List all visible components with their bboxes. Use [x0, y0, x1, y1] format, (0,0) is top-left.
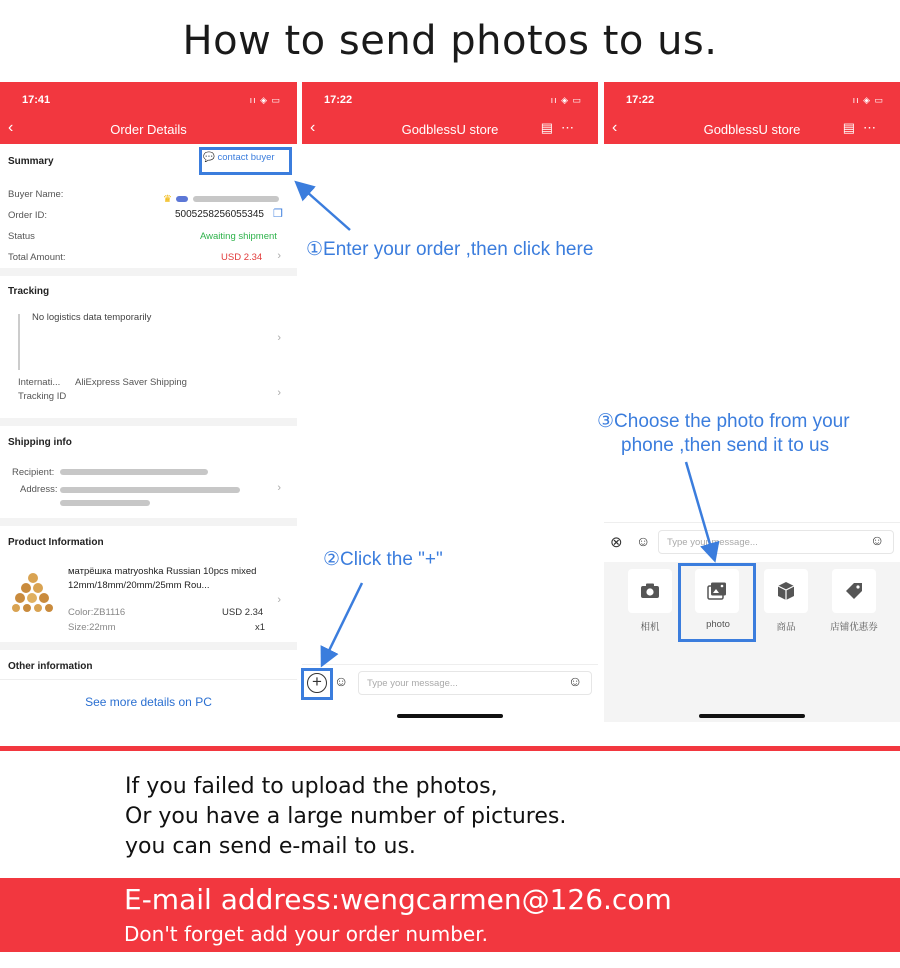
- message-input[interactable]: Type your message...: [658, 530, 894, 554]
- product-size: Size:22mm: [68, 622, 116, 633]
- info-line-2: Or you have a large number of pictures.: [125, 804, 567, 829]
- summary-label: Summary: [8, 156, 54, 167]
- total-amount-label: Total Amount:: [8, 252, 66, 263]
- see-more-link[interactable]: See more details on PC: [85, 695, 212, 709]
- contact-buyer-label: contact buyer: [217, 152, 275, 163]
- product-qty: x1: [255, 622, 266, 633]
- email-address: E-mail address:wengcarmen@126.com: [124, 883, 672, 916]
- product-price: USD 2.34: [222, 607, 264, 618]
- step1-annotation: ①Enter your order ,then click here: [306, 239, 594, 260]
- clipboard-icon[interactable]: ▤: [540, 120, 561, 135]
- coupon-label: 店铺优惠券: [830, 622, 878, 633]
- status-icons: ıı ◈ ▭: [852, 95, 884, 105]
- back-icon[interactable]: ‹: [8, 119, 14, 136]
- footer-banner: [0, 878, 900, 952]
- emoji-chat-icon[interactable]: ☺: [636, 533, 651, 549]
- status-time: 17:41: [22, 94, 51, 106]
- arrow-step2: [323, 583, 362, 663]
- tracking-label: Tracking: [8, 286, 50, 297]
- chevron-right-icon[interactable]: ›: [277, 387, 281, 399]
- info-line-1: If you failed to upload the photos,: [125, 774, 498, 799]
- shipping-method: AliExpress Saver Shipping: [75, 377, 187, 388]
- info-text: [125, 772, 566, 862]
- step3-annotation-line1: ③Choose the photo from your: [597, 411, 850, 432]
- status-value: Awaiting shipment: [200, 231, 277, 242]
- arrow-step1: [298, 184, 350, 230]
- more-icon[interactable]: ⋯: [561, 120, 582, 135]
- chevron-right-icon[interactable]: ›: [277, 332, 281, 344]
- chevron-right-icon[interactable]: ›: [277, 594, 281, 606]
- order-id-value: 5005258256055345: [175, 209, 264, 220]
- emoji-icon[interactable]: ☺: [870, 532, 885, 548]
- copy-icon[interactable]: ❐: [273, 208, 283, 220]
- emoji-chat-icon[interactable]: ☺: [334, 673, 349, 689]
- product-label: 商品: [776, 622, 796, 633]
- store-title: GodblessU store: [703, 122, 801, 137]
- camera-label: 相机: [640, 622, 660, 633]
- header-title: Order Details: [110, 122, 187, 137]
- status-time: 17:22: [626, 94, 655, 106]
- no-logistics-text: No logistics data temporarily: [32, 312, 152, 323]
- order-number-reminder: Don't forget add your order number.: [124, 922, 488, 946]
- plus-icon[interactable]: +: [307, 673, 327, 693]
- product-title[interactable]: матрёшка matryoshka Russian 10pcs mixed 12mm/18mm/20mm/25mm Rou...: [68, 566, 257, 591]
- chevron-right-icon[interactable]: ›: [277, 482, 281, 494]
- close-icon[interactable]: ⊗: [610, 534, 623, 551]
- page-title: How to send photos to us.: [182, 18, 718, 64]
- more-icon[interactable]: ⋯: [863, 120, 884, 135]
- status-label: Status: [8, 231, 35, 242]
- product-info-label: Product Information: [8, 537, 104, 548]
- photo-label: photo: [706, 619, 730, 630]
- chevron-right-icon[interactable]: ›: [277, 250, 281, 262]
- product-color: Color:ZB1116: [68, 607, 126, 618]
- shipping-info-label: Shipping info: [8, 437, 72, 448]
- message-input[interactable]: Type your message...: [358, 671, 592, 695]
- crown-icon: ♛: [163, 194, 172, 205]
- total-amount-value: USD 2.34: [221, 252, 263, 263]
- separator-line: [0, 746, 900, 751]
- clipboard-icon[interactable]: ▤: [842, 120, 863, 135]
- step3-annotation-line2: phone ,then send it to us: [621, 435, 830, 456]
- back-icon[interactable]: ‹: [310, 119, 316, 136]
- back-icon[interactable]: ‹: [612, 119, 618, 136]
- buyer-name-label: Buyer Name:: [8, 189, 64, 200]
- status-time: 17:22: [324, 94, 353, 106]
- store-title: GodblessU store: [401, 122, 499, 137]
- status-icons: ıı ◈ ▭: [550, 95, 582, 105]
- arrow-step3: [686, 462, 714, 558]
- tracking-id-label: Tracking ID: [18, 391, 67, 402]
- address-label: Address:: [20, 484, 58, 495]
- step2-annotation: ②Click the "+": [323, 549, 443, 570]
- order-id-label: Order ID:: [8, 210, 48, 221]
- recipient-label: Recipient:: [12, 467, 55, 478]
- status-icons: ıı ◈ ▭: [249, 95, 281, 105]
- emoji-icon[interactable]: ☺: [568, 673, 583, 689]
- chat-bubble-icon: 💬: [203, 152, 215, 163]
- intl-label: Internati...: [18, 377, 61, 388]
- other-info-label: Other information: [8, 661, 93, 672]
- info-line-3: you can send e-mail to us.: [125, 834, 416, 859]
